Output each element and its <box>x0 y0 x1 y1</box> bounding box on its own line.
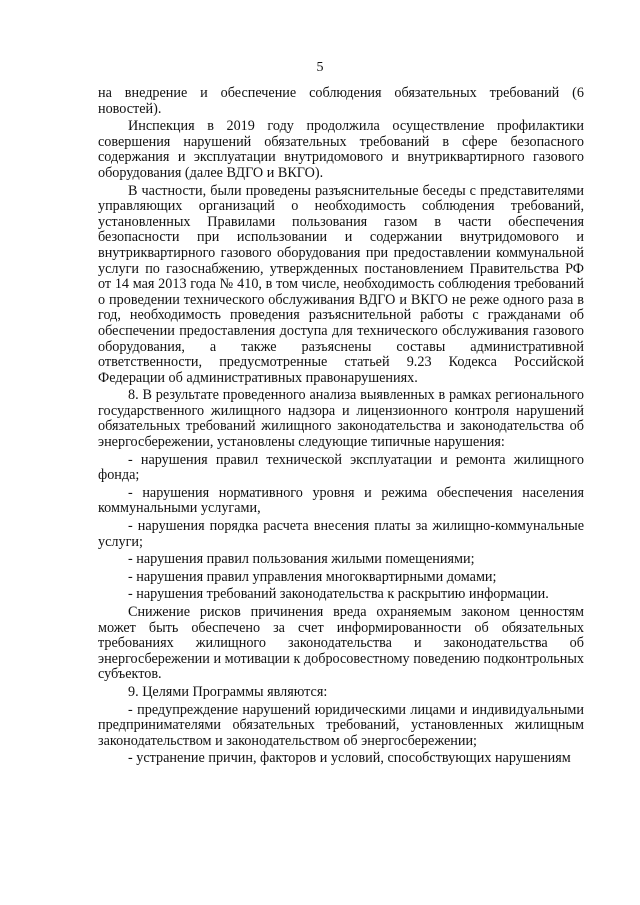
paragraph-inspection-2019: Инспекция в 2019 году продолжила осуществление профилактики совершения нарушений обязательных требований в сфере безопасного содержания и эксплуатации внутридомового и внутриквартирного газового оборудования (далее ВДГО и ВКГО). <box>98 118 584 181</box>
paragraph-item-9: 9. Целями Программы являются: <box>128 683 328 700</box>
paragraph-item-8: 8. В результате проведенного анализа выявленных в рамках регионального государственного жилищного надзора и лицензионного контроля нарушений обязательных требований жилищного законодательства и законодательства об энергосбережении, установлены следующие типичные нарушения: <box>98 387 584 451</box>
paragraph-explanatory-talks: В частности, были проведены разъяснительные беседы с представителями управляющих организаций о необходимость соблюдения требований, установленных Правилами пользования газом в части обеспечения безопасности при использовании и содержании внутридомового и внутриквартирного газового оборудования при предоставлении коммунальной услуги по газоснабжению, утвержденных постановлением Правительства РФ от 14 мая 2013 года № 410, в том числе, необходимость соблюдения требований о проведении технического обслуживания ВДГО и ВКГО не реже одного раза в год, необходимость проведения разъяснительной работы с гражданами об обеспечении предоставления доступа для технического обслуживания газового оборудования, а также разъяснены составы административной ответственности, предусмотренные статьей 9.23 Кодекса Российской Федерации об административных правонарушениях. <box>98 182 584 386</box>
list-item: - нарушения порядка расчета внесения платы за жилищно-коммунальные услуги; <box>98 518 584 550</box>
list-item: - нарушения правил управления многоквартирными домами; <box>128 568 497 585</box>
list-item: - нарушения нормативного уровня и режима обеспечения населения коммунальными услугами, <box>98 484 584 517</box>
document-body <box>98 86 584 769</box>
list-item: - устранение причин, факторов и условий, способствующих нарушениям <box>128 750 571 767</box>
paragraph-continuation: на внедрение и обеспечение соблюдения обязательных требований (6 новостей). <box>98 85 584 117</box>
list-item: - нарушения правил технической эксплуатации и ремонта жилищного фонда; <box>98 451 584 484</box>
list-item: - нарушения правил пользования жилыми помещениями; <box>128 551 475 568</box>
page-number: 5 <box>316 60 324 75</box>
list-item: - предупреждение нарушений юридическими лицами и индивидуальными предпринимателями обязательных требований, установленных жилищным законодательством и законодательством об энергосбережении; <box>98 701 584 749</box>
paragraph-risk-reduction: Снижение рисков причинения вреда охраняемым законом ценностям может быть обеспечено за счет информированности об обязательных требованиях жилищного законодательства и законодательства об энергосбережении и мотивации к добросовестному поведению подконтрольных субъектов. <box>98 604 584 683</box>
list-item: - нарушения требований законодательства к раскрытию информации. <box>128 586 549 603</box>
